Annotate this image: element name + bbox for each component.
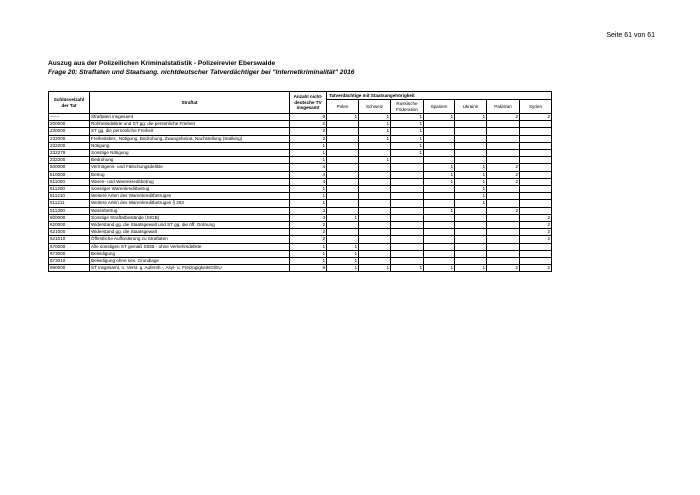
row-key: 511210	[49, 193, 90, 200]
header-country: Russische Föderation	[391, 100, 424, 114]
row-country-count	[359, 250, 391, 257]
row-total: 1	[290, 150, 327, 157]
row-country-count	[455, 250, 487, 257]
row-total: 1	[290, 250, 327, 257]
row-country-count: 1	[359, 135, 391, 142]
row-offense: Bedrohung	[90, 157, 290, 164]
row-country-count: 1	[424, 207, 455, 214]
row-country-count	[327, 229, 359, 236]
row-country-count	[424, 193, 455, 200]
row-offense: Beleidigung ohne sex. Grundlage	[90, 258, 290, 265]
row-country-count: 2	[520, 229, 552, 236]
row-offense: Öffentliche Aufforderung zu Straftaten	[90, 236, 290, 243]
row-country-count	[520, 121, 552, 128]
row-key: 673010	[49, 258, 90, 265]
row-country-count: 1	[327, 265, 359, 272]
table-row	[49, 214, 552, 221]
row-country-count	[327, 121, 359, 128]
row-country-count	[359, 236, 391, 243]
row-country-count: 1	[327, 258, 359, 265]
header-nationality-group: Tatverdächtige mit Staatsangehörigkeit	[327, 92, 552, 100]
row-country-count	[391, 157, 424, 164]
row-country-count	[391, 243, 424, 250]
row-country-count	[520, 142, 552, 149]
row-country-count: 1	[424, 171, 455, 178]
row-country-count	[424, 243, 455, 250]
table-row	[49, 142, 552, 149]
row-country-count	[487, 135, 520, 142]
row-country-count	[359, 214, 391, 221]
header-country: Ukraine	[455, 100, 487, 114]
header-country: Pakistan	[487, 100, 520, 114]
row-country-count	[520, 207, 552, 214]
row-country-count: 1	[391, 114, 424, 121]
row-key: 510000	[49, 171, 90, 178]
row-country-count: 1	[455, 171, 487, 178]
row-country-count	[424, 250, 455, 257]
row-total: 1	[290, 200, 327, 207]
row-country-count	[327, 200, 359, 207]
row-country-count	[455, 207, 487, 214]
row-country-count	[520, 258, 552, 265]
row-country-count	[520, 150, 552, 157]
header-country: Schweiz	[359, 100, 391, 114]
row-country-count: 1	[455, 178, 487, 185]
row-total: 2	[290, 135, 327, 142]
report-title: Auszug aus der Polizeilichen Kriminalstatistik - Polizeirevier Eberswalde	[48, 60, 276, 67]
row-offense: ST insgesamt, o. Verst. g. Aufenth.-, Asyl- u. FreizügigkeitsG/EU	[90, 265, 290, 272]
row-country-count	[327, 193, 359, 200]
row-offense: Straftaten insgesamt	[90, 114, 290, 121]
row-country-count	[327, 128, 359, 135]
row-country-count: 1	[391, 150, 424, 157]
row-total: 4	[290, 178, 327, 185]
row-total: 2	[290, 236, 327, 243]
row-offense: Weitere Arten des Warenkreditbetruges § 263	[90, 200, 290, 207]
row-country-count	[359, 171, 391, 178]
row-country-count: 1	[327, 243, 359, 250]
table-row	[49, 114, 552, 121]
row-country-count	[359, 258, 391, 265]
table-row	[49, 236, 552, 243]
row-country-count	[424, 214, 455, 221]
row-country-count	[391, 164, 424, 171]
row-offense: Widerstand gg. die Staatsgewalt und ST gg. die öff. Ordnung	[90, 222, 290, 229]
row-offense: Waren- und Warenkreditbetrug	[90, 178, 290, 185]
row-country-count	[455, 135, 487, 142]
row-country-count	[520, 200, 552, 207]
row-country-count	[424, 157, 455, 164]
row-country-count	[487, 150, 520, 157]
row-country-count	[487, 193, 520, 200]
row-country-count	[487, 142, 520, 149]
row-key: 511211	[49, 200, 90, 207]
row-key: 621000	[49, 229, 90, 236]
row-total: 4	[290, 171, 327, 178]
row-country-count	[487, 121, 520, 128]
row-country-count	[359, 200, 391, 207]
table-row	[49, 258, 552, 265]
row-country-count	[487, 200, 520, 207]
row-key: 230000	[49, 128, 90, 135]
row-country-count: 2	[520, 265, 552, 272]
row-total: 1	[290, 243, 327, 250]
row-country-count	[391, 200, 424, 207]
row-country-count	[520, 128, 552, 135]
row-country-count	[359, 164, 391, 171]
row-country-count	[455, 243, 487, 250]
row-country-count	[487, 157, 520, 164]
row-country-count	[391, 229, 424, 236]
row-total: 3	[290, 207, 327, 214]
table-row	[49, 128, 552, 135]
row-total: 2	[290, 222, 327, 229]
row-offense: Alle sonstigen ST gemäß StGB - ohne Verkehrsdelikte	[90, 243, 290, 250]
row-country-count: 1	[359, 265, 391, 272]
row-offense: Sonstige Straftatbestände (StGB)	[90, 214, 290, 221]
table-row	[49, 243, 552, 250]
row-key: 232200	[49, 142, 90, 149]
row-country-count	[391, 171, 424, 178]
header-key: Schlüsselzahl der Tat	[49, 92, 90, 114]
header-country: Syrien	[520, 100, 552, 114]
row-country-count	[520, 164, 552, 171]
row-country-count	[359, 243, 391, 250]
row-country-count	[487, 222, 520, 229]
row-country-count	[424, 229, 455, 236]
row-country-count	[327, 171, 359, 178]
table-row	[49, 200, 552, 207]
table-row	[49, 186, 552, 193]
row-key: 670000	[49, 243, 90, 250]
row-country-count: 2	[487, 207, 520, 214]
row-country-count: 2	[487, 265, 520, 272]
row-offense: Sonstiger Warenkreditbetrug	[90, 186, 290, 193]
row-country-count	[327, 135, 359, 142]
row-total: 1	[290, 142, 327, 149]
row-country-count	[424, 150, 455, 157]
row-country-count	[391, 236, 424, 243]
row-key: 232279	[49, 150, 90, 157]
row-country-count	[455, 229, 487, 236]
row-country-count	[327, 157, 359, 164]
row-country-count: 2	[487, 178, 520, 185]
row-offense: Nötigung	[90, 142, 290, 149]
row-offense: Weitere Arten des Warenkreditbetruges	[90, 193, 290, 200]
row-offense: Betrug	[90, 171, 290, 178]
row-country-count	[424, 186, 455, 193]
row-total: 1	[290, 186, 327, 193]
row-country-count	[487, 186, 520, 193]
row-country-count	[327, 186, 359, 193]
row-country-count: 1	[327, 114, 359, 121]
row-country-count	[424, 121, 455, 128]
row-key: 511300	[49, 207, 90, 214]
table-row	[49, 222, 552, 229]
row-key: 600000	[49, 214, 90, 221]
row-key: 232300	[49, 157, 90, 164]
row-country-count	[359, 142, 391, 149]
row-country-count	[327, 207, 359, 214]
row-key: ------	[49, 114, 90, 121]
row-country-count	[455, 128, 487, 135]
row-country-count: 1	[391, 121, 424, 128]
row-total: 2	[290, 121, 327, 128]
row-country-count	[359, 229, 391, 236]
row-country-count	[520, 186, 552, 193]
row-country-count: 1	[424, 265, 455, 272]
row-country-count	[520, 243, 552, 250]
row-country-count	[455, 157, 487, 164]
header-total: Anzahl nicht-deutsche TV insgesamt	[290, 92, 327, 114]
row-country-count	[391, 186, 424, 193]
row-country-count	[327, 178, 359, 185]
row-total: 2	[290, 229, 327, 236]
row-key: 511000	[49, 178, 90, 185]
row-country-count: 2	[520, 236, 552, 243]
row-country-count	[327, 164, 359, 171]
row-country-count	[455, 121, 487, 128]
row-country-count	[327, 222, 359, 229]
table-body	[49, 114, 552, 272]
table-row	[49, 135, 552, 142]
row-country-count	[359, 207, 391, 214]
header-country: Spanien	[424, 100, 455, 114]
row-total: 9	[290, 114, 327, 121]
table-row	[49, 171, 552, 178]
row-country-count	[359, 178, 391, 185]
row-country-count: 2	[520, 214, 552, 221]
row-country-count: 2	[487, 164, 520, 171]
row-country-count	[391, 222, 424, 229]
row-country-count	[424, 222, 455, 229]
row-country-count: 1	[424, 114, 455, 121]
row-country-count	[520, 193, 552, 200]
row-country-count: 1	[391, 135, 424, 142]
row-country-count	[487, 243, 520, 250]
row-country-count	[520, 135, 552, 142]
row-country-count	[424, 142, 455, 149]
row-offense: Rohheitsdelikte und ST gg. die persönliche Freiheit	[90, 121, 290, 128]
row-country-count	[424, 236, 455, 243]
row-country-count	[359, 193, 391, 200]
row-country-count: 1	[359, 128, 391, 135]
row-country-count	[424, 200, 455, 207]
row-country-count: 1	[424, 178, 455, 185]
row-key: 890000	[49, 265, 90, 272]
table-row	[49, 265, 552, 272]
row-key: 500000	[49, 164, 90, 171]
row-country-count	[487, 128, 520, 135]
row-country-count	[424, 128, 455, 135]
row-country-count	[391, 250, 424, 257]
row-country-count	[327, 150, 359, 157]
page-number: Seite 61 von 61	[606, 32, 655, 39]
row-country-count	[391, 207, 424, 214]
row-country-count	[327, 236, 359, 243]
row-country-count: 1	[327, 214, 359, 221]
row-key: 620000	[49, 222, 90, 229]
row-country-count: 2	[520, 222, 552, 229]
row-country-count	[455, 258, 487, 265]
row-country-count	[520, 178, 552, 185]
row-total: 4	[290, 164, 327, 171]
table-row	[49, 150, 552, 157]
row-country-count: 1	[424, 164, 455, 171]
row-offense: Freiheitsber., Nötigung, Bedrohung, Zwangsheirat, Nachstellung (Stalking)	[90, 135, 290, 142]
row-country-count	[487, 258, 520, 265]
row-country-count: 1	[359, 121, 391, 128]
row-country-count	[359, 222, 391, 229]
row-offense: Vermögens- und Fälschungsdelikte	[90, 164, 290, 171]
row-key: 200000	[49, 121, 90, 128]
table-row	[49, 207, 552, 214]
row-country-count	[391, 258, 424, 265]
row-country-count: 2	[487, 114, 520, 121]
row-country-count: 1	[391, 265, 424, 272]
row-country-count	[455, 150, 487, 157]
row-country-count	[391, 178, 424, 185]
row-offense: ST gg. die persönliche Freiheit	[90, 128, 290, 135]
row-country-count	[391, 193, 424, 200]
row-country-count	[327, 142, 359, 149]
row-country-count: 1	[391, 128, 424, 135]
table-row	[49, 229, 552, 236]
row-country-count: 1	[359, 157, 391, 164]
row-total: 2	[290, 128, 327, 135]
row-country-count	[455, 222, 487, 229]
row-country-count: 1	[327, 250, 359, 257]
row-country-count: 1	[455, 200, 487, 207]
row-country-count	[424, 258, 455, 265]
row-offense: Sonstige Nötigung	[90, 150, 290, 157]
row-country-count	[520, 157, 552, 164]
row-total: 3	[290, 214, 327, 221]
row-country-count	[359, 150, 391, 157]
row-country-count	[455, 142, 487, 149]
row-country-count	[359, 186, 391, 193]
row-country-count: 1	[391, 142, 424, 149]
row-country-count	[520, 171, 552, 178]
row-country-count: 1	[455, 186, 487, 193]
row-key: 673000	[49, 250, 90, 257]
row-country-count: 1	[455, 265, 487, 272]
table-row	[49, 250, 552, 257]
table-header	[49, 92, 552, 114]
row-offense: Warenbetrug	[90, 207, 290, 214]
row-country-count	[487, 236, 520, 243]
row-key: 232000	[49, 135, 90, 142]
row-country-count: 2	[487, 171, 520, 178]
row-country-count	[520, 250, 552, 257]
row-country-count	[487, 214, 520, 221]
row-country-count: 2	[520, 114, 552, 121]
row-total: 9	[290, 265, 327, 272]
row-country-count: 1	[455, 164, 487, 171]
row-total: 1	[290, 157, 327, 164]
row-country-count	[487, 229, 520, 236]
row-country-count: 1	[455, 114, 487, 121]
table-row	[49, 121, 552, 128]
row-total: 1	[290, 258, 327, 265]
row-country-count: 1	[455, 193, 487, 200]
header-offense: Straftat	[90, 92, 290, 114]
row-country-count	[455, 236, 487, 243]
row-total: 1	[290, 193, 327, 200]
row-country-count	[391, 214, 424, 221]
table-row	[49, 157, 552, 164]
table-row	[49, 193, 552, 200]
row-offense: Beleidigung	[90, 250, 290, 257]
row-offense: Widerstand gg. die Staatsgewalt	[90, 229, 290, 236]
table-row	[49, 178, 552, 185]
row-country-count	[455, 214, 487, 221]
row-key: 621010	[49, 236, 90, 243]
row-country-count	[487, 250, 520, 257]
row-key: 511200	[49, 186, 90, 193]
header-country: Polen	[327, 100, 359, 114]
row-country-count: 1	[359, 114, 391, 121]
report-subtitle: Frage 20: Straftaten und Staatsang. nichtdeutscher Tatverdächtiger bei "Internetkriminalität" 2016	[48, 69, 355, 76]
statistics-table	[48, 91, 552, 272]
table-row	[49, 164, 552, 171]
row-country-count	[424, 135, 455, 142]
